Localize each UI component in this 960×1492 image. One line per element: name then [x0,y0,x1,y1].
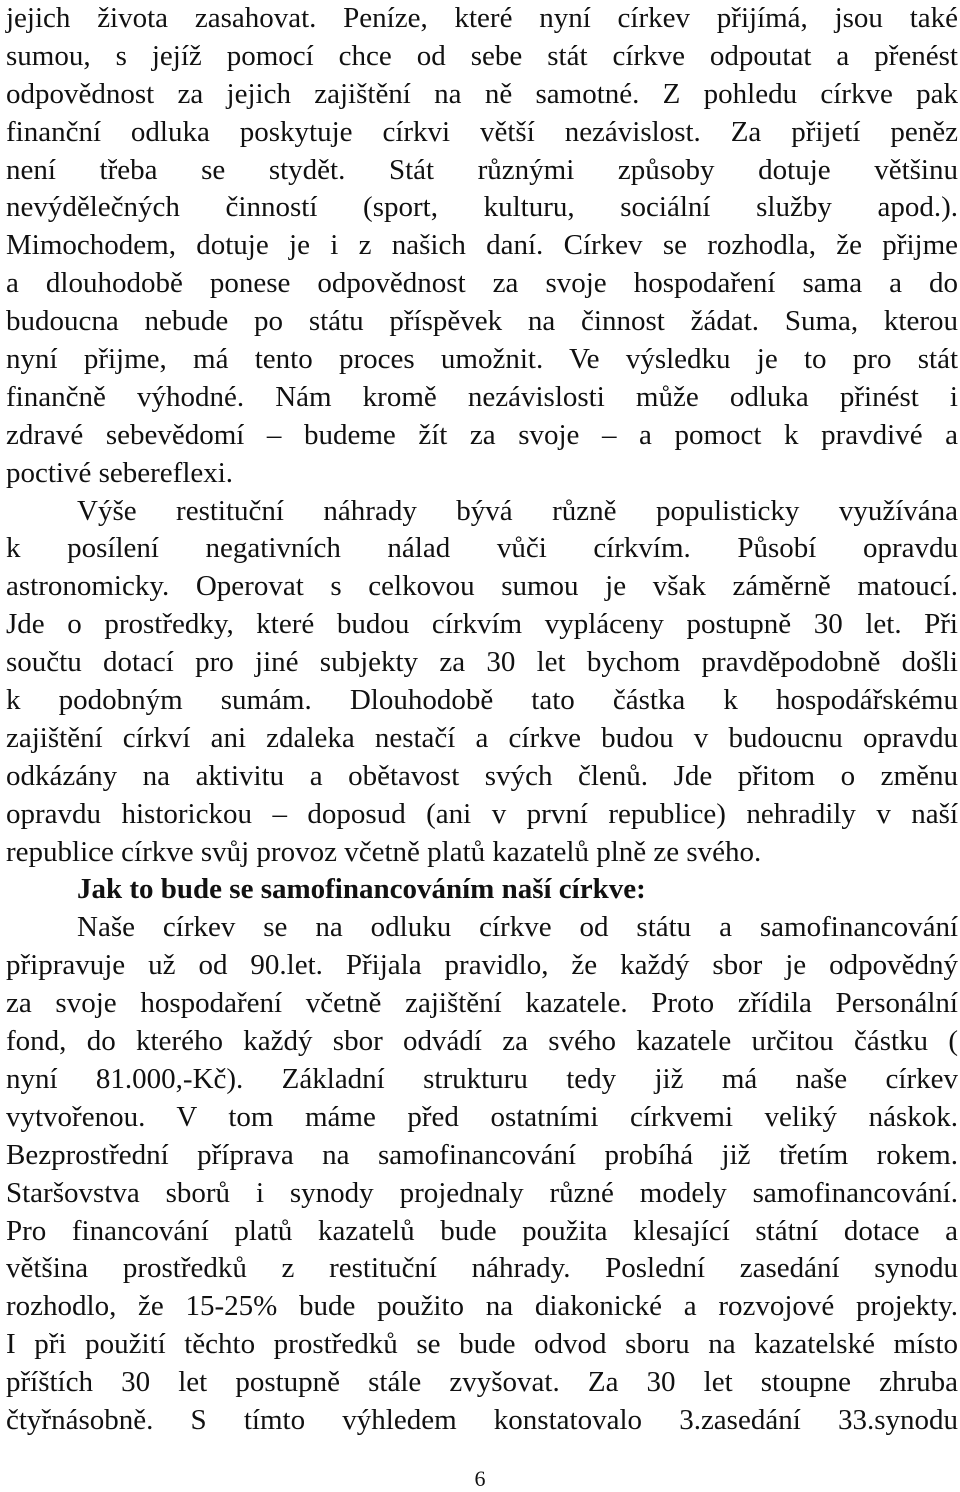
text-line: Staršovstva sborů i synody projednaly různé modely samofinancování. [6,1176,958,1209]
text-line: Výše restituční náhrady bývá různě populisticky využívána [77,494,958,527]
document-page [6,0,958,1440]
text-line: rozhodlo, že 15-25% bude použito na diakonické a rozvojové projekty. [6,1290,958,1323]
text-line: nyní 81.000,-Kč). Základní strukturu tedy již má naše církev [6,1062,958,1095]
text-line: I při použití těchto prostředků se bude odvod sboru na kazatelské místo [6,1328,958,1361]
text-line: opravdu historickou – doposud (ani v první republice) nehradily v naší [6,797,958,830]
text-line: nyní přijme, má tento proces umožnit. Ve výsledku je to pro stát [6,343,958,376]
text-line: jejich života zasahovat. Peníze, které nyní církev přijímá, jsou také [6,2,958,34]
text-line: poctivé sebereflexi. [6,456,234,489]
text-line: zajištění církví ani zdaleka nestačí a církve budou v budoucnu opravdu [6,721,958,754]
text-line: čtyřnásobně. S tímto výhledem konstatovalo 3.zasedání 33.synodu [6,1403,958,1436]
text-line: odkázány na aktivitu a obětavost svých členů. Jde přitom o změnu [6,759,958,792]
text-line: za svoje hospodaření včetně zajištění kazatele. Proto zřídila Personální [6,987,958,1020]
text-line: finančně výhodné. Nám kromě nezávislosti může odluka přinést i [6,380,958,413]
text-line: fond, do kterého každý sbor odvádí za svého kazatele určitou částku ( [6,1025,958,1058]
text-line: a dlouhodobě ponese odpovědnost za svoje hospodaření sama a do [6,267,958,300]
text-line: vytvořenou. V tom máme před ostatními církvemi veliký náskok. [6,1100,958,1133]
text-line: k posílení negativních nálad vůči církvím. Působí opravdu [6,532,958,565]
text-line: odpovědnost za jejich zajištění na ně samotné. Z pohledu církve pak [6,77,958,110]
text-line: astronomicky. Operovat s celkovou sumou je však záměrně matoucí. [6,570,958,603]
text-line: finanční odluka poskytuje církvi větší nezávislost. Za přijetí peněz [6,115,958,148]
page-number: 6 [474,1466,486,1491]
text-line: součtu dotací pro jiné subjekty za 30 let bychom pravděpodobně došli [6,646,958,679]
text-line: Bezprostřední příprava na samofinancování probíhá již třetím rokem. [6,1138,958,1171]
text-line: Naše církev se na odluku církve od státu a samofinancování [77,911,958,944]
text-line: není třeba se stydět. Stát různými způsoby dotuje většinu [6,153,958,186]
paragraph-odluka [6,0,958,493]
text-line: k podobným sumám. Dlouhodobě tato částka k hospodářskému [6,684,958,717]
text-line: Mimochodem, dotuje je i z našich daní. Církev se rozhodla, že přijme [6,229,958,262]
text-line: Pro financování platů kazatelů bude použita klesající státní dotace a [6,1214,958,1247]
text-line: budoucna nebude po státu příspěvek na činnost žádat. Suma, kterou [6,305,958,338]
text-line: sumou, s jejíž pomocí chce od sebe stát církve odpoutat a přenést [6,39,958,72]
section-heading: Jak to bude se samofinancováním naší církve: [77,873,646,906]
paragraph-samofinancovani [6,909,958,1439]
text-line: Jde o prostředky, které budou církvím vypláceny postupně 30 let. Při [6,608,958,641]
text-line: příštích 30 let postupně stále zvyšovat. Za 30 let stoupne zhruba [6,1366,958,1399]
paragraph-restituce [6,493,958,872]
text-line: většina prostředků z restituční náhrady. Poslední zasedání synodu [6,1252,958,1285]
text-line: připravuje už od 90.let. Přijala pravidlo, že každý sbor je odpovědný [6,949,958,982]
text-line: nevýdělečných činností (sport, kulturu, sociální služby apod.). [6,191,958,224]
text-line: republice církve svůj provoz včetně platů kazatelů plně ze svého. [6,835,762,868]
text-line: zdravé sebevědomí – budeme žít za svoje – a pomoct k pravdivé a [6,418,958,451]
